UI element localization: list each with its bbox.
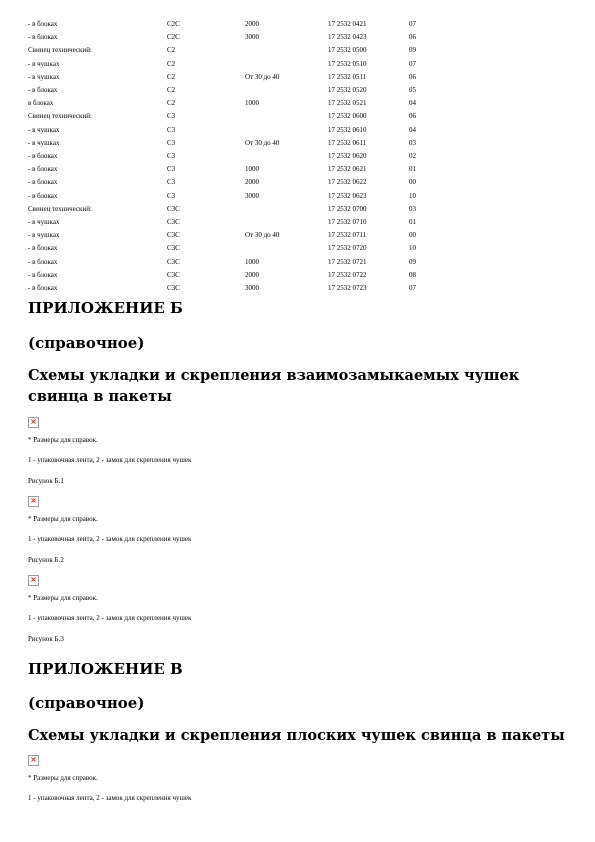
mass-cell (245, 203, 328, 216)
figure-b3 (28, 575, 568, 644)
okp-code-cell: 17 2532 0520 (328, 86, 367, 95)
mass-cell: 1000 (245, 257, 259, 266)
okp-code-cell: 17 2532 0423 (328, 33, 367, 42)
okp-code-cell: 17 2532 0620 (328, 152, 367, 161)
broken-image-icon: × (28, 755, 39, 766)
mass-cell (245, 84, 328, 97)
figure-b1 (28, 417, 568, 486)
check-digit-cell: 07 (409, 284, 416, 293)
check-digit-cell: 06 (409, 112, 416, 121)
product-name-cell: - в блоках (28, 20, 58, 28)
appendix-b-heading: ПРИЛОЖЕНИЕ Б (28, 299, 183, 317)
appendix-b-title: Схемы укладки и скрепления взаимозамыкаемых чушек свинца в пакеты (28, 367, 520, 405)
table-row (28, 137, 448, 150)
okp-code-cell: 17 2532 0622 (328, 178, 367, 187)
grade-cell: С3 (167, 138, 176, 147)
table-row (28, 163, 448, 176)
table-row (28, 18, 448, 31)
figure-caption: Рисунок Б.1 (28, 477, 64, 485)
table-row (28, 229, 448, 242)
product-name-cell: - в блоках (28, 270, 58, 279)
okp-code-cell: 17 2532 0510 (328, 59, 367, 68)
check-digit-cell: 00 (409, 178, 416, 187)
figure-b2 (28, 496, 568, 565)
okp-code-cell: 17 2532 0623 (328, 191, 367, 200)
grade-cell: С3 (167, 152, 176, 161)
mass-cell (245, 58, 328, 71)
product-name-cell: - в блоках (28, 86, 58, 95)
product-name-cell: Свинец технический: (28, 112, 92, 121)
product-name-cell: - в блоках (28, 244, 58, 253)
product-name-cell: - в чушках (28, 138, 60, 147)
grade-cell: С3С (167, 244, 180, 253)
mass-cell (245, 44, 328, 57)
figure-legend: 1 - упаковочная лента, 2 - замок для скрепления чушек (28, 535, 192, 543)
table-row (28, 190, 448, 203)
mass-cell (245, 242, 328, 255)
grade-cell: С2 (167, 59, 176, 68)
okp-code-cell: 17 2532 0711 (328, 231, 367, 240)
appendix-b-subheading: (справочное) (28, 334, 145, 352)
table-row (28, 242, 448, 255)
grade-cell: С3С (167, 204, 180, 213)
okp-code-cell: 17 2532 0600 (328, 112, 367, 121)
okp-code-cell: 17 2532 0721 (328, 257, 367, 266)
mass-cell: 1000 (245, 165, 259, 174)
mass-cell (245, 150, 328, 163)
okp-code-cell: 17 2532 0500 (328, 46, 367, 55)
check-digit-cell: 07 (409, 20, 416, 28)
check-digit-cell: 10 (409, 244, 416, 253)
okp-code-cell: 17 2532 0710 (328, 218, 367, 227)
product-name-cell: - в блоках (28, 257, 58, 266)
okp-code-cell: 17 2532 0722 (328, 270, 367, 279)
check-digit-cell: 04 (409, 125, 416, 134)
check-digit-cell: 07 (409, 59, 416, 68)
grade-cell: С2 (167, 72, 176, 81)
figure-note: * Размеры для справок. (28, 774, 98, 782)
classification-table (28, 18, 448, 295)
table-row (28, 31, 448, 44)
product-name-cell: - в блоках (28, 178, 58, 187)
figure-note: * Размеры для справок. (28, 594, 98, 602)
check-digit-cell: 06 (409, 72, 416, 81)
figure-caption: Рисунок Б.3 (28, 635, 64, 643)
mass-cell: 3000 (245, 191, 259, 200)
mass-cell: 1000 (245, 99, 259, 108)
okp-code-cell: 17 2532 0700 (328, 204, 367, 213)
mass-cell: 2000 (245, 270, 259, 279)
product-name-cell: - в блоках (28, 33, 58, 42)
okp-code-cell: 17 2532 0621 (328, 165, 367, 174)
appendix-v-heading: ПРИЛОЖЕНИЕ В (28, 660, 183, 678)
table-row (28, 256, 448, 269)
broken-image-icon: × (28, 417, 39, 428)
table-row (28, 203, 448, 216)
mass-cell (245, 216, 328, 229)
mass-cell: 2000 (245, 178, 259, 187)
product-name-cell: - в блоках (28, 191, 58, 200)
grade-cell: С3С (167, 270, 180, 279)
classification-table-wrap (28, 18, 448, 295)
grade-cell: С3С (167, 231, 180, 240)
check-digit-cell: 03 (409, 204, 416, 213)
grade-cell: С3 (167, 178, 176, 187)
table-row (28, 84, 448, 97)
mass-cell: 3000 (245, 33, 259, 42)
table-row (28, 216, 448, 229)
table-row (28, 150, 448, 163)
table-row (28, 58, 448, 71)
check-digit-cell: 01 (409, 165, 416, 174)
check-digit-cell: 09 (409, 46, 416, 55)
grade-cell: С2С (167, 33, 180, 42)
broken-image-icon: × (28, 496, 39, 507)
grade-cell: С3С (167, 284, 180, 293)
check-digit-cell: 04 (409, 99, 416, 108)
mass-cell: 2000 (245, 20, 259, 28)
appendix-v-title: Схемы укладки и скрепления плоских чушек свинца в пакеты (28, 727, 565, 744)
appendix-v-subheading: (справочное) (28, 694, 145, 712)
okp-code-cell: 17 2532 0511 (328, 72, 367, 81)
mass-cell (245, 110, 328, 123)
check-digit-cell: 05 (409, 86, 416, 95)
product-name-cell: - в чушках (28, 72, 60, 81)
grade-cell: С3С (167, 257, 180, 266)
product-name-cell: - в чушках (28, 125, 60, 134)
product-name-cell: Свинец технический: (28, 46, 92, 55)
product-name-cell: - в блоках (28, 284, 58, 293)
check-digit-cell: 06 (409, 33, 416, 42)
mass-cell: От 30 до 40 (245, 72, 280, 81)
grade-cell: С2С (167, 20, 180, 28)
figure-v1 (28, 755, 568, 815)
grade-cell: С3С (167, 218, 180, 227)
check-digit-cell: 08 (409, 270, 416, 279)
table-row (28, 110, 448, 123)
figure-legend: 1 - упаковочная лента, 2 - замок для скрепления чушек (28, 614, 192, 622)
check-digit-cell: 09 (409, 257, 416, 266)
okp-code-cell: 17 2532 0720 (328, 244, 367, 253)
figure-note: * Размеры для справок. (28, 436, 98, 444)
okp-code-cell: 17 2532 0723 (328, 284, 367, 293)
okp-code-cell: 17 2532 0521 (328, 99, 367, 108)
mass-cell: От 30 до 40 (245, 138, 280, 147)
figure-legend: 1 - упаковочная лента, 2 - замок для скрепления чушек (28, 456, 192, 464)
okp-code-cell: 17 2532 0610 (328, 125, 367, 134)
mass-cell: 3000 (245, 284, 259, 293)
table-row (28, 176, 448, 189)
grade-cell: С2 (167, 46, 176, 55)
product-name-cell: в блоках (28, 99, 54, 108)
grade-cell: С3 (167, 165, 176, 174)
grade-cell: С3 (167, 112, 176, 121)
product-name-cell: - в чушках (28, 231, 60, 240)
table-row (28, 269, 448, 282)
figure-note: * Размеры для справок. (28, 515, 98, 523)
product-name-cell: Свинец технический: (28, 204, 92, 213)
check-digit-cell: 02 (409, 152, 416, 161)
grade-cell: С2 (167, 86, 176, 95)
product-name-cell: - в блоках (28, 152, 58, 161)
table-row (28, 97, 448, 110)
check-digit-cell: 01 (409, 218, 416, 227)
grade-cell: С2 (167, 99, 176, 108)
table-row (28, 124, 448, 137)
table-row (28, 44, 448, 57)
mass-cell (245, 124, 328, 137)
check-digit-cell: 03 (409, 138, 416, 147)
table-row (28, 282, 448, 295)
mass-cell: От 30 до 40 (245, 231, 280, 240)
table-row (28, 71, 448, 84)
okp-code-cell: 17 2532 0421 (328, 20, 367, 28)
figure-legend: 1 - упаковочная лента, 2 - замок для скрепления чушек (28, 794, 192, 802)
broken-image-icon: × (28, 575, 39, 586)
figure-caption: Рисунок Б.2 (28, 556, 64, 564)
check-digit-cell: 10 (409, 191, 416, 200)
grade-cell: С3 (167, 125, 176, 134)
grade-cell: С3 (167, 191, 176, 200)
product-name-cell: - в блоках (28, 165, 58, 174)
product-name-cell: - в чушках (28, 218, 60, 227)
classification-table-body (28, 18, 448, 295)
product-name-cell: - в чушках (28, 59, 60, 68)
okp-code-cell: 17 2532 0611 (328, 138, 367, 147)
check-digit-cell: 00 (409, 231, 416, 240)
